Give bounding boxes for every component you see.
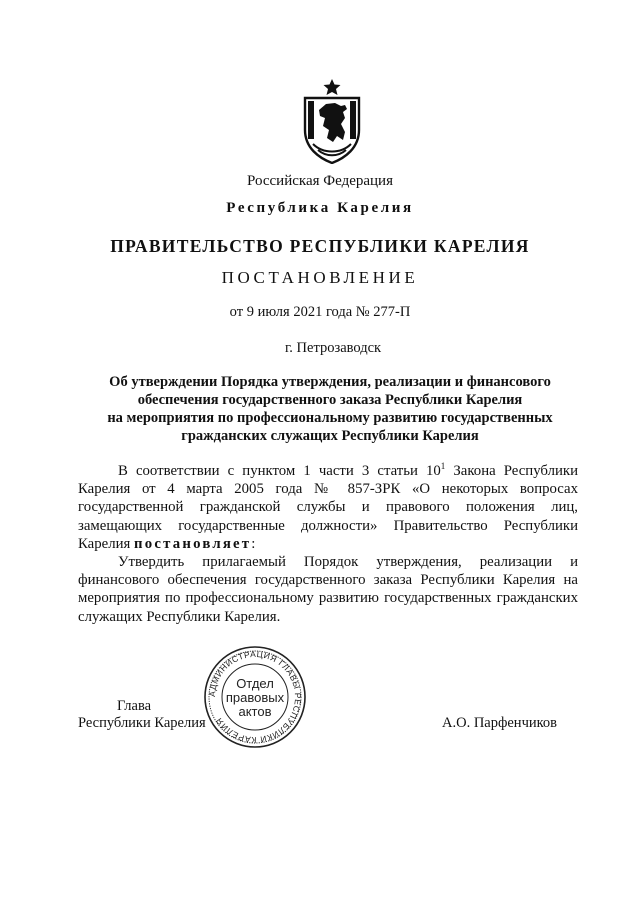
city-name: г. Петрозаводск [285,340,382,356]
preamble-text-middle: Закона Республики Карелия от 4 марта 2005 года № 857-ЗРК «О некоторых вопросах государственной гражданской службы и правового положения лиц, замещающих государственные должности» Правительство Республики Карелия [78,463,578,552]
preamble-text-end: : [251,535,256,552]
article-superscript: 1 [440,461,446,472]
government-title: ПРАВИТЕЛЬСТВО РЕСПУБЛИКИ КАРЕЛИЯ [110,236,530,256]
stamp-line: Отдел [236,676,274,691]
preamble-text-start: В соответствии с пунктом 1 части 3 статьи 10 [118,463,441,479]
title-line: обеспечения государственного заказа Республики Карелия [137,392,523,408]
stamp-line: правовых [225,690,285,705]
title-line: гражданских служащих Республики Карелия [181,428,479,444]
federation-title: Российская Федерация [247,173,393,189]
document-title [80,373,580,445]
body-paragraph-preamble [78,462,578,553]
document-date-number: от 9 июля 2021 года № 277-П [229,304,411,320]
title-line: на мероприятия по профессиональному развитию государственных [107,410,553,426]
signatory-name: А.О. Парфенчиков [442,715,558,731]
signatory-organization: Республики Карелия [78,715,206,731]
stamp-ring-text: АДМИНИСТРАЦИЯ ГЛАВЫ РЕСПУБЛИКИ КАРЕЛИЯ [206,648,304,746]
coat-of-arms-emblem [299,78,365,164]
document-type: ПОСТАНОВЛЕНИЕ [221,268,419,287]
resolves-word: постановляет [134,535,252,552]
body-paragraph-resolution: Утвердить прилагаемый Порядок утверждения, реализации и финансового обеспечения государственного заказа Республики Карелия на мероприятия по профессиональному развитию государственных гражданских служащих Республики Карелия. [78,554,578,625]
title-line: Об утверждении Порядка утверждения, реализации и финансового [109,374,551,390]
official-stamp [203,645,307,749]
republic-title: Республика Карелия [226,200,414,216]
stamp-line: актов [238,704,272,719]
signatory-title: Глава [117,698,152,714]
